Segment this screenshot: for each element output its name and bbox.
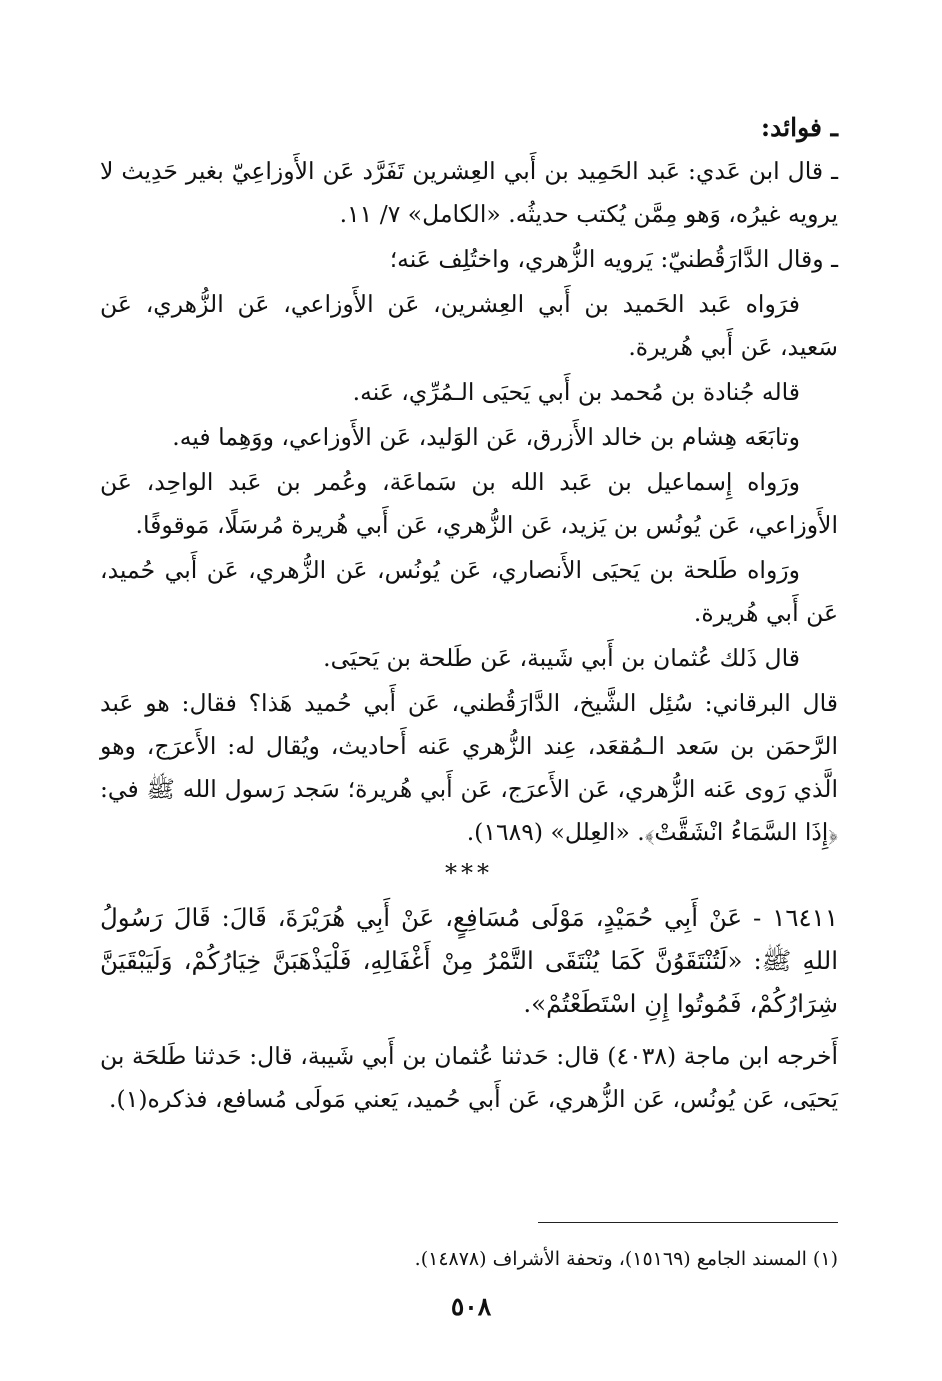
section-heading: ـ فوائد: — [760, 113, 838, 142]
page-number: ٥٠٨ — [450, 1292, 492, 1321]
hadith-intro: ١٦٤١١ - عَنْ أَبِي حُمَيْدٍ، مَوْلَى مُسَافِعٍ، عَنْ أَبِي هُرَيْرَةَ، قَالَ: قَالَ رَسُولُ اللهِ ﷺ: — [100, 903, 838, 975]
asterisk-separator: *** — [445, 859, 493, 887]
paragraph-ibn-adi: ـ قال ابن عَدي: عَبد الحَمِيد بن أَبي العِشرين تَفَرَّد عَن الأَوزاعِيّ بغير حَدِيث لا يرويه غيرُه، وَهو مِمَّن يُكتب حديثُه. «الكامل» ٧/ ١١. — [100, 157, 838, 228]
hadith-text: «لَتُنْتَقَوُنَّ كَمَا يُنْتَقَى التَّمْرُ مِنْ أَغْفَالِهِ، فَلْيَذْهَبَنَّ خِيَارُكُمْ، وَلَيَبْقَيَنَّ شِرَارُكُمْ، فَمُوتُوا إِنِ اسْتَطَعْتُمْ». — [100, 946, 838, 1018]
paragraph-narration-1: فرَواه عَبد الحَميد بن أَبي العِشرين، عَن الأَوزاعي، عَن الزُّهري، عَن سَعيد، عَن أَبي هُريرة. — [100, 290, 838, 361]
paragraph-narration-2: قاله جُنادة بن مُحمد بن أَبي يَحيَى الـمُرِّي، عَنه. — [352, 378, 800, 406]
paragraph-barqani: قال البرقاني: سُئِل الشَّيخ، الدَّارَقُطني، عَن أَبي حُميد هَذا؟ فقال: هو عَبد الرَّحمَن بن سَعد الـمُقعَد، عِند الزُّهري عَنه أَحاديث، ويُقال له: الأَعرَج، وهو الَّذي رَوى عَنه الزُّهري، عَن الأَعرَج، عَن أَبي هُريرة؛ سَجد رَسول الله ﷺ في: ﴿إِذَا السَّمَاءُ انْشَقَّتْ﴾. «العِلل» (١٦٨٩). — [100, 689, 838, 846]
paragraph-narration-4: ورَواه إِسماعيل بن عَبد الله بن سَماعَة، وعُمر بن عَبد الواحِد، عَن الأَوزاعي، عَن يُونُس بن يَزيد، عَن الزُّهري، عَن أَبي هُريرة مُرسَلًا، مَوقوفًا. — [100, 468, 838, 539]
footnote-divider — [538, 1222, 838, 1223]
paragraph-narration-6: قال ذَلك عُثمان بن أَبي شَيبة، عَن طَلحة بن يَحيَى. — [323, 644, 800, 672]
paragraph-narration-3: وتابَعَه هِشام بن خالد الأَزرق، عَن الوَليد، عَن الأَوزاعي، ووَهِما فيه. — [172, 423, 800, 451]
footnote: (١) المسند الجامع (١٥١٦٩)، وتحفة الأشراف (١٤٨٧٨). — [414, 1248, 838, 1270]
hadith-block — [100, 896, 838, 1025]
takhrij-paragraph: أَخرجه ابن ماجة (٤٠٣٨) قال: حَدثنا عُثمان بن أَبي شَيبة، قال: حَدثنا طَلحَة بن يَحيَى، عَن يُونُس، عَن الزُّهري، عَن أَبي حُميد، يَعني مَولَى مُسافع، فذكره(١). — [100, 1042, 838, 1113]
page-body — [100, 108, 838, 1123]
paragraph-narration-5: ورَواه طَلحة بن يَحيَى الأَنصاري، عَن يُونُس، عَن الزُّهري، عَن أَبي حُميد، عَن أَبي هُريرة. — [100, 556, 838, 627]
paragraph-daraqutni: ـ وقال الدَّارَقُطنيّ: يَرويه الزُّهري، واختُلِف عَنه؛ — [389, 245, 838, 273]
